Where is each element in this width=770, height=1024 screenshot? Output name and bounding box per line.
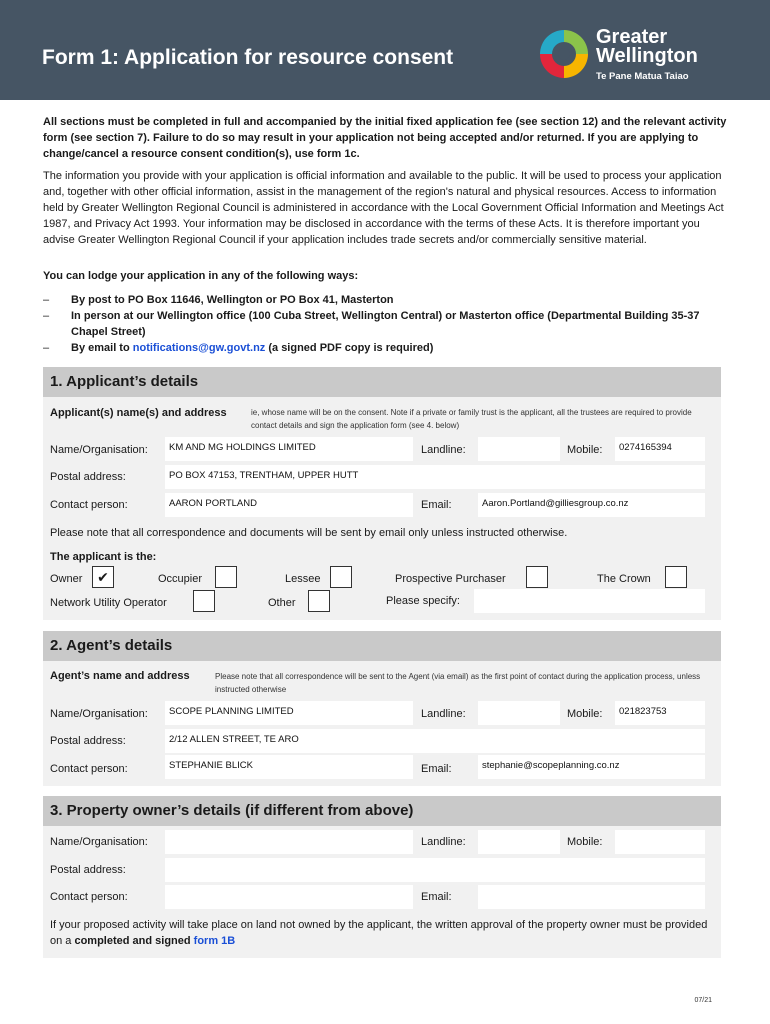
logo-line-2: Wellington (596, 45, 698, 67)
logo-subtitle: Te Pane Matua Taiao (596, 71, 689, 82)
privacy-statement: The information you provide with your application is official information and available to the public. It will be used to process your application and, together with other official information, assist in the management of the region's natural and physical resources. Access to information held by Greater Wellington Regional Council is administered in accordance with the Local Government Official Information and Meetings Act 1987, and Privacy Act 1993. Your information may be disclosed in accordance with the terms of these Acts. It is therefore important you advise Greater Wellington Regional Council if your application includes trade secrets and/or commercially sensitive material. (43, 170, 724, 246)
applicant-landline-field[interactable] (478, 437, 560, 461)
owner-email-field[interactable] (478, 885, 705, 909)
section-title: 3. Property owner’s details (if different from above) (43, 796, 721, 826)
owner-landline-field[interactable] (478, 830, 560, 854)
page-title: Form 1: Application for resource consent (42, 46, 454, 69)
owner-contact-field[interactable] (165, 885, 413, 909)
applicant-name-field[interactable]: KM AND MG HOLDINGS LIMITED (165, 437, 413, 461)
section-agent-details: 2. Agent’s details Agent’s name and address Please note that all correspondence will be sent to the Agent (via email) as the first point of contact during the application process, unless instructed otherwise Name/Organisation: SCOPE PLANNING LIMITED Landline: Mobile: 021823753 Postal address: 2/12 ALLEN STREET, TE ARO Contact person: STEPHANIE BLICK Email: stephanie@scopeplanning.co.nz (43, 631, 721, 786)
agent-email-field[interactable]: stephanie@scopeplanning.co.nz (478, 755, 705, 779)
other-checkbox[interactable] (308, 590, 330, 612)
greater-wellington-logo (536, 26, 736, 86)
agent-postal-field[interactable]: 2/12 ALLEN STREET, TE ARO (165, 729, 705, 753)
section-applicant-details: 1. Applicant’s details Applicant(s) name(s) and address ie, whose name will be on the consent. Note if a private or family trust is the applicant, all the trustees are required to provide contact details and sign the application form (see 4. below) Name/Organisation: KM AND MG HOLDINGS LIMITED Landline: Mobile: 0274165394 Postal address: PO BOX 47153, TRENTHAM, UPPER HUTT Contact person: AARON PORTLAND Email: Aaron.Portland@gilliesgroup.co.nz Please note that all correspondence and documents will be sent by email only unless instructed otherwise. The applicant is the: Owner ✔ Occupier Lessee Prospective Purchaser The Crown Network Utility Operator Other Please specify: (43, 367, 721, 620)
owner-name-field[interactable] (165, 830, 413, 854)
applicant-contact-field[interactable]: AARON PORTLAND (165, 493, 413, 517)
occupier-checkbox[interactable] (215, 566, 237, 588)
logo-line-1: Greater (596, 26, 668, 48)
agent-mobile-field[interactable]: 021823753 (615, 701, 705, 725)
specify-field[interactable] (474, 589, 705, 613)
form-1b-link[interactable]: form 1B (193, 935, 236, 947)
applicant-email-field[interactable]: Aaron.Portland@gilliesgroup.co.nz (478, 493, 705, 517)
lodge-heading: You can lodge your application in any of the following ways: (43, 270, 359, 282)
list-item: – By post to PO Box 11646, Wellington or PO Box 41, Masterton (43, 294, 394, 306)
owner-approval-note: If your proposed activity will take place on land not owned by the applicant, the written approval of the property owner must be provided on a completed and signed form 1B (50, 919, 708, 947)
lodge-methods-list (43, 292, 733, 356)
version-footer: 07/21 (694, 997, 712, 1004)
page-header (0, 0, 770, 100)
owner-postal-field[interactable] (165, 858, 705, 882)
section-property-owner: 3. Property owner’s details (if different from above) Name/Organisation: Landline: Mobile: Postal address: Contact person: Email: If your proposed activity will take place on land not owned by the applicant, the written approval of the property owner must be provided on a completed and signed form 1B (43, 796, 721, 958)
intro-instructions: All sections must be completed in full and accompanied by the initial fixed application fee (see section 12) and the relevant activity form (see section 7). Failure to do so may result in your application not being accepted and/or returned. If you are applying to change/cancel a resource consent condition(s), use form 1c. (43, 116, 727, 160)
applicant-postal-field[interactable]: PO BOX 47153, TRENTHAM, UPPER HUTT (165, 465, 705, 489)
owner-mobile-field[interactable] (615, 830, 705, 854)
list-item: – In person at our Wellington office (100 Cuba Street, Wellington Central) or Masterton office (Departmental Building 35-37 Chapel Street) (43, 310, 700, 338)
the-crown-checkbox[interactable] (665, 566, 687, 588)
applicant-mobile-field[interactable]: 0274165394 (615, 437, 705, 461)
swirl-logo-icon (536, 26, 592, 82)
prospective-purchaser-checkbox[interactable] (526, 566, 548, 588)
owner-checkbox[interactable]: ✔ (92, 566, 114, 588)
section-title: 1. Applicant’s details (43, 367, 721, 397)
agent-name-field[interactable]: SCOPE PLANNING LIMITED (165, 701, 413, 725)
network-utility-checkbox[interactable] (193, 590, 215, 612)
agent-landline-field[interactable] (478, 701, 560, 725)
agent-contact-field[interactable]: STEPHANIE BLICK (165, 755, 413, 779)
email-link[interactable]: notifications@gw.govt.nz (132, 342, 266, 354)
list-item: – By email to notifications@gw.govt.nz (a signed PDF copy is required) (43, 342, 434, 354)
section-title: 2. Agent’s details (43, 631, 721, 661)
lessee-checkbox[interactable] (330, 566, 352, 588)
